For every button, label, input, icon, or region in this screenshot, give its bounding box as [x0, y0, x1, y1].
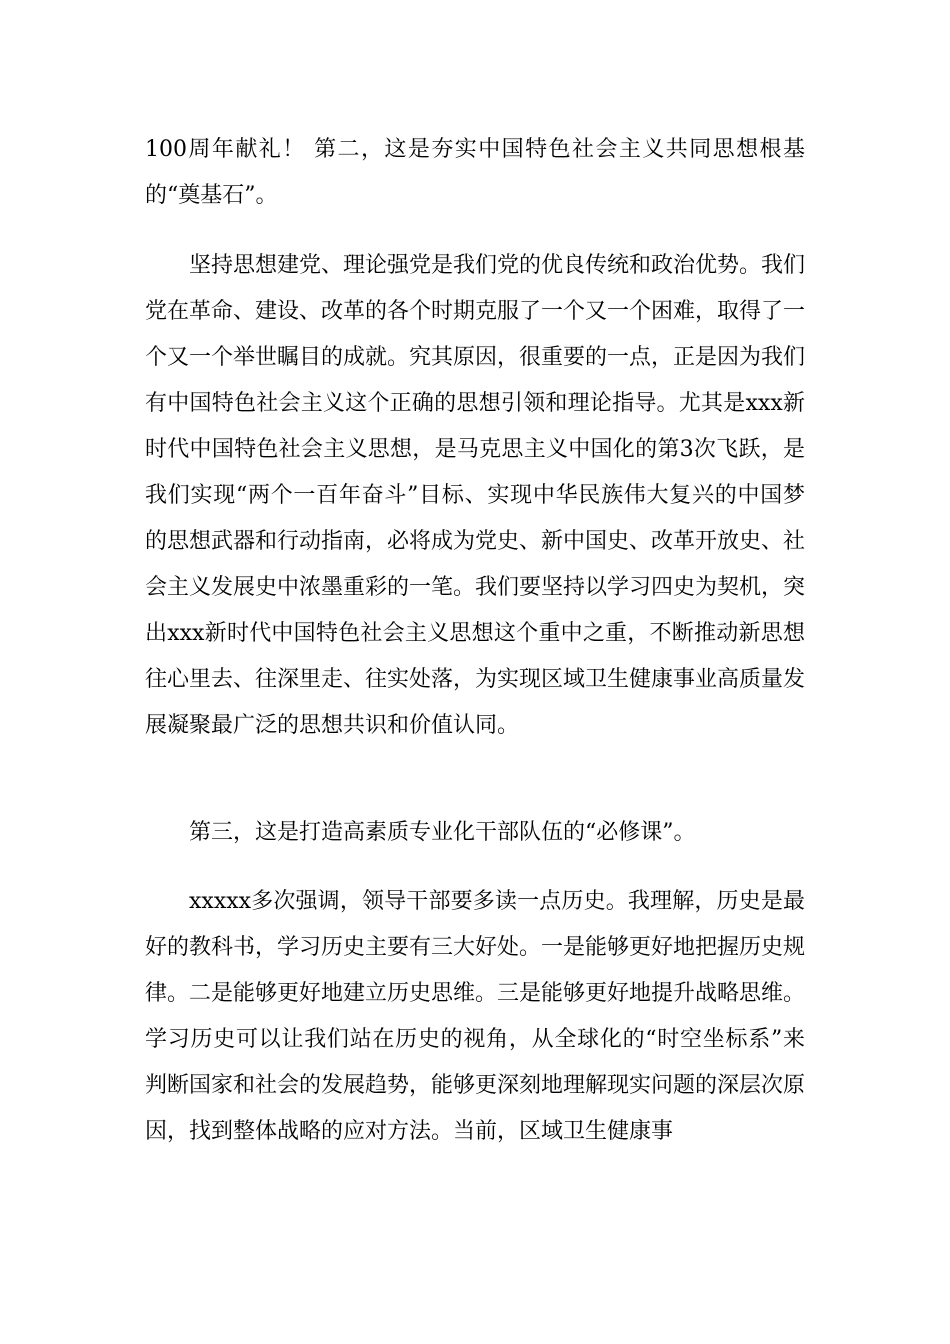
paragraph-continuation: 100周年献礼！ 第二，这是夯实中国特色社会主义共同思想根基的“奠基石”。 [145, 137, 805, 208]
paragraph-theory: 坚持思想建党、理论强党是我们党的优良传统和政治优势。我们党在革命、建设、改革的各个时期克服了一个又一个困难，取得了一个又一个举世瞩目的成就。究其原因，很重要的一点，正是因为我们有中国特色社会主义这个正确的思想引领和理论指导。尤其是xxx新时代中国特色社会主义思想，是马克思主义中国化的第3次飞跃，是我们实现“两个一百年奋斗”目标、实现中华民族伟大复兴的中国梦的思想武器和行动指南，必将成为党史、新中国史、改革开放史、社会主义发展史中浓墨重彩的一笔。我们要坚持以学习四史为契机，突出xxx新时代中国特色社会主义思想这个重中之重，不断推动新思想往心里去、往深里走、往实处落，为实现区域卫生健康事业高质量发展凝聚最广泛的思想共识和价值认同。 [145, 253, 806, 738]
paragraph-heading-third: 第三，这是打造高素质专业化干部队伍的“必修课”。 [189, 820, 696, 845]
paragraph-history: xxxxx多次强调，领导干部要多读一点历史。我理解，历史是最好的教科书，学习历史主要有三大好处。一是能够更好地把握历史规律。二是能够更好地建立历史思维。三是能够更好地提升战略思维。学习历史可以让我们站在历史的视角，从全球化的“时空坐标系”来判断国家和社会的发展趋势，能够更深刻地理解现实问题的深层次原因，找到整体战略的应对方法。当前，区域卫生健康事 [145, 889, 806, 1144]
